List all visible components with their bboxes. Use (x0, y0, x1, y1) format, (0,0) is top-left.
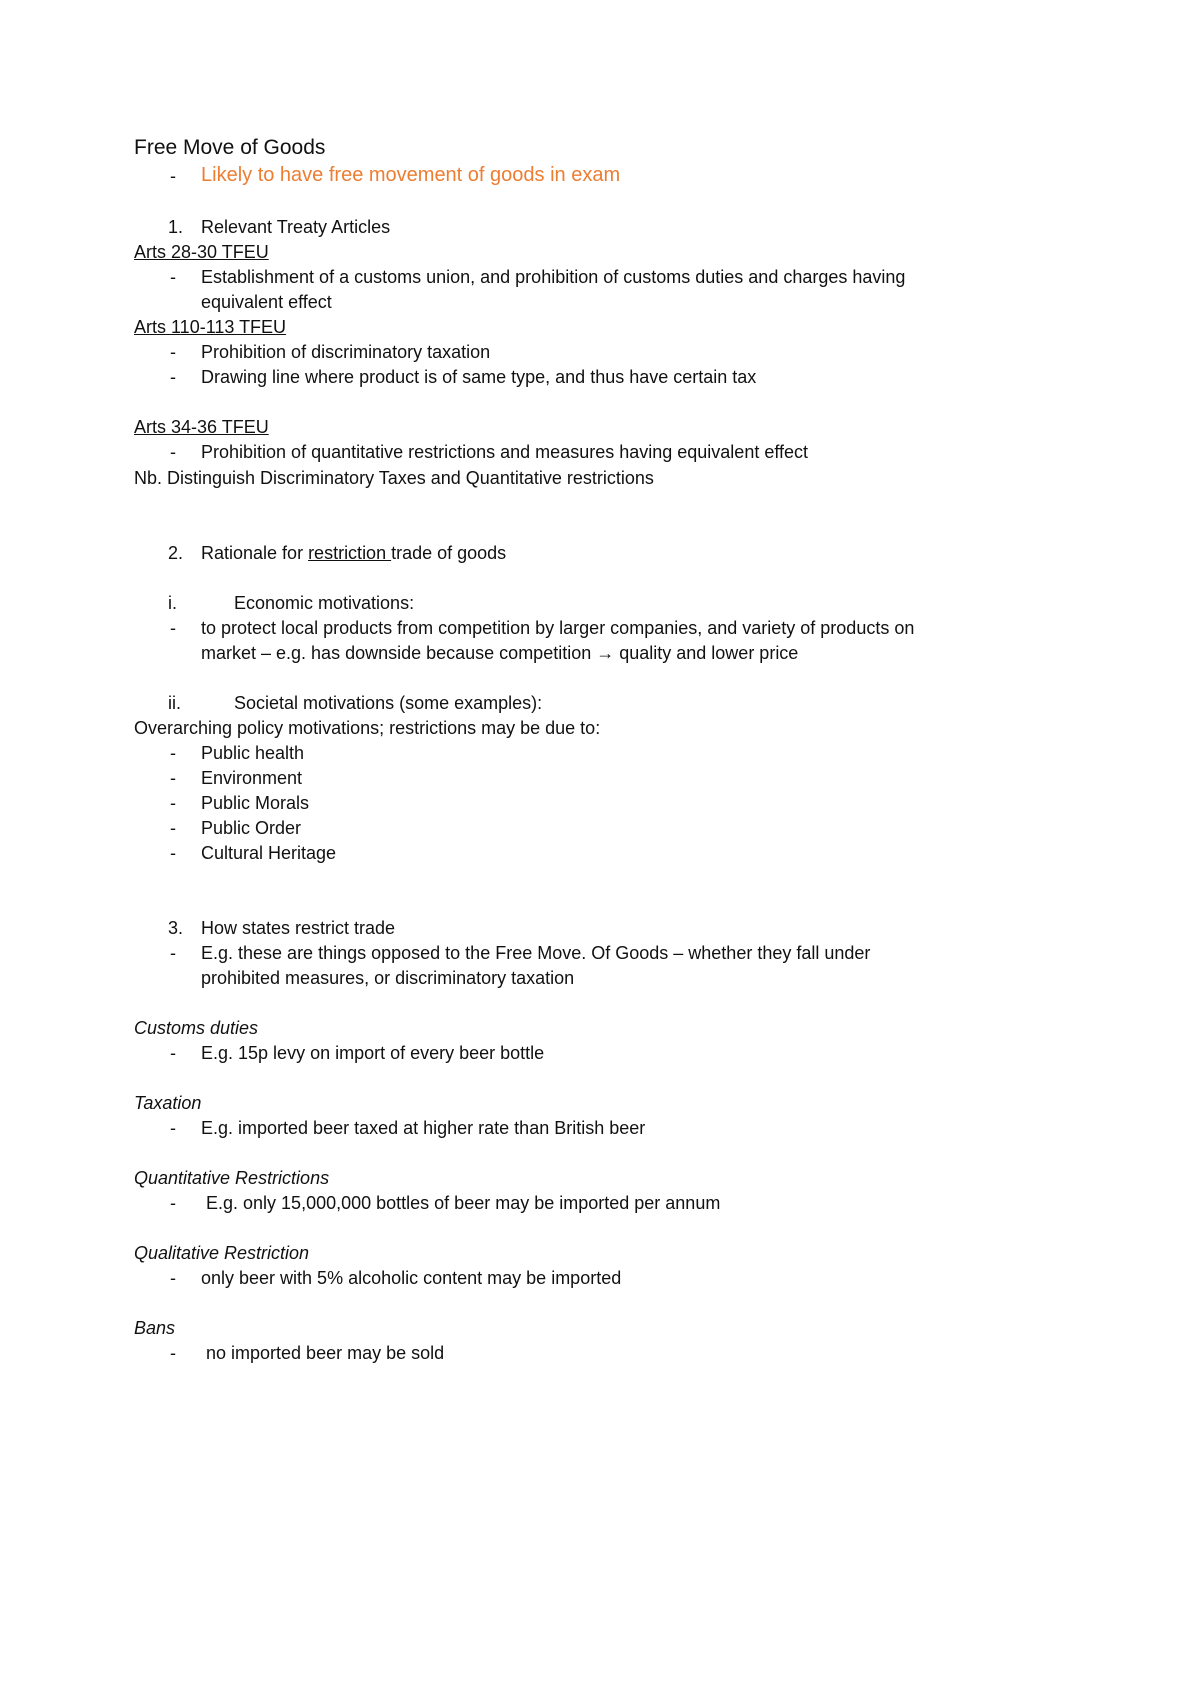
subsection-ii-label: Societal motivations (some examples): (234, 693, 543, 713)
category-taxation: Taxation (134, 1093, 202, 1113)
bullet-text: E.g. these are things opposed to the Free Move. Of Goods – whether they fall under (201, 943, 871, 963)
list-item: Cultural Heritage (201, 843, 337, 863)
section-3-number: 3. (168, 918, 184, 938)
list-item: Environment (201, 768, 303, 788)
bullet-text: Prohibition of discriminatory taxation (201, 342, 491, 362)
heading-part: Rationale for (201, 543, 309, 563)
section-1-heading: Relevant Treaty Articles (201, 217, 391, 237)
bullet-dash: - (170, 768, 176, 788)
article-ref-28-30: Arts 28-30 TFEU (134, 242, 269, 262)
bullet-dash: - (170, 367, 176, 387)
subsection-ii-intro: Overarching policy motivations; restrictions may be due to: (134, 718, 601, 738)
bullet-dash: - (170, 943, 176, 963)
subsection-ii-number: ii. (168, 693, 181, 713)
bullet-text-continued: market – e.g. has downside because competition → quality and lower price (201, 643, 799, 663)
bullet-dash: - (170, 793, 176, 813)
bullet-dash: - (170, 1268, 176, 1288)
list-item: Public health (201, 743, 305, 763)
bullet-dash: - (170, 267, 176, 287)
category-bans: Bans (134, 1318, 176, 1338)
exam-note: Likely to have free movement of goods in exam (201, 164, 621, 186)
bullet-text-continued: prohibited measures, or discriminatory taxation (201, 968, 575, 988)
bullet-text: Prohibition of quantitative restrictions and measures having equivalent effect (201, 442, 809, 462)
doc-title: Free Move of Goods (134, 136, 326, 159)
section-2-number: 2. (168, 543, 184, 563)
bullet-text: E.g. only 15,000,000 bottles of beer may be imported per annum (206, 1193, 721, 1213)
bullet-dash: - (170, 843, 176, 863)
section-2-heading (201, 541, 506, 565)
bullet-text: no imported beer may be sold (206, 1343, 445, 1363)
category-qualitative-restriction: Qualitative Restriction (134, 1243, 310, 1263)
subsection-i-label: Economic motivations: (234, 593, 415, 613)
section-3-heading: How states restrict trade (201, 918, 396, 938)
bullet-text: E.g. imported beer taxed at higher rate than British beer (201, 1118, 646, 1138)
bullet-text: to protect local products from competition by larger companies, and variety of products on (201, 618, 915, 638)
bullet-text: only beer with 5% alcoholic content may be imported (201, 1268, 622, 1288)
nota-bene: Nb. Distinguish Discriminatory Taxes and Quantitative restrictions (134, 468, 654, 488)
bullet-text: E.g. 15p levy on import of every beer bottle (201, 1043, 545, 1063)
list-item: Public Order (201, 818, 302, 838)
bullet-text-continued: equivalent effect (201, 292, 332, 312)
bullet-dash: - (170, 818, 176, 838)
bullet-text: Drawing line where product is of same type, and thus have certain tax (201, 367, 757, 387)
bullet-dash: - (170, 166, 176, 186)
bullet-dash: - (170, 342, 176, 362)
bullet-dash: - (170, 1193, 176, 1213)
article-ref-110-113: Arts 110-113 TFEU (134, 317, 287, 337)
bullet-dash: - (170, 1343, 176, 1363)
subsection-i-number: i. (168, 593, 177, 613)
bullet-text: Establishment of a customs union, and prohibition of customs duties and charges having (201, 267, 906, 287)
bullet-dash: - (170, 743, 176, 763)
category-quantitative-restrictions: Quantitative Restrictions (134, 1168, 330, 1188)
heading-underlined-part: restriction (308, 543, 392, 563)
article-ref-34-36: Arts 34-36 TFEU (134, 417, 269, 437)
category-customs-duties: Customs duties (134, 1018, 259, 1038)
list-item: Public Morals (201, 793, 310, 813)
heading-part: trade of goods (391, 543, 507, 563)
bullet-dash: - (170, 618, 176, 638)
bullet-dash: - (170, 1043, 176, 1063)
bullet-dash: - (170, 1118, 176, 1138)
section-1-number: 1. (168, 217, 184, 237)
bullet-dash: - (170, 442, 176, 462)
